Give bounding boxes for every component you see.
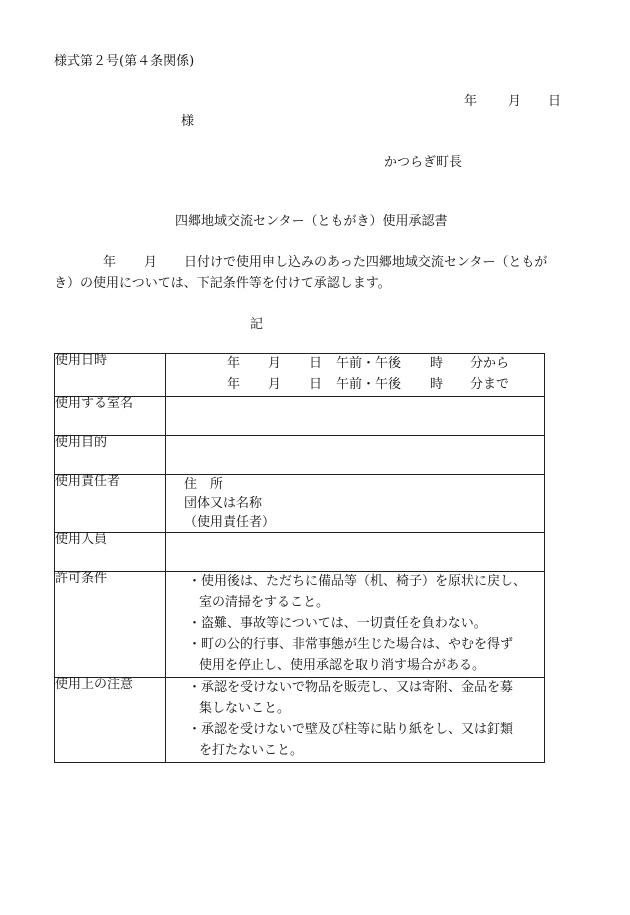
label-purpose: 使用目的 bbox=[55, 436, 166, 475]
from-minute: 分から bbox=[470, 356, 510, 371]
table-row-notes bbox=[55, 678, 545, 763]
from-month: 月 bbox=[268, 356, 282, 371]
intro-line2: き）の使用については、下記条件等を付けて承認します。 bbox=[54, 276, 391, 291]
form-number: 様式第２号(第４条関係) bbox=[54, 54, 195, 69]
from-day: 日 bbox=[309, 356, 323, 371]
to-ampm: 午前・午後 bbox=[336, 377, 402, 392]
label-responsible: 使用責任者 bbox=[55, 475, 166, 533]
purpose-cell bbox=[166, 436, 545, 475]
to-minute: 分まで bbox=[470, 377, 510, 392]
condition-line: ・使用後は、ただちに備品等（机、椅子）を原状に戻し、 bbox=[188, 574, 527, 589]
room-cell bbox=[166, 397, 545, 436]
responsible-address: 住 所 bbox=[184, 477, 224, 492]
note-line: ・承認を受けないで物品を販売し、又は寄附、金品を募 bbox=[188, 680, 514, 695]
table-row-room bbox=[55, 397, 545, 436]
label-room: 使用する室名 bbox=[55, 397, 166, 436]
notes-cell bbox=[166, 678, 545, 763]
people-cell bbox=[166, 533, 545, 572]
note-line: ・承認を受けないで壁及び柱等に貼り紙をし、又は釘類 bbox=[188, 722, 514, 737]
table-row-people bbox=[55, 533, 545, 572]
document-title: 四郷地域交流センター（ともがき）使用承認書 bbox=[175, 214, 448, 229]
condition-line: ・町の公的行事、非常事態が生じた場合は、やむを得ず bbox=[188, 637, 514, 652]
ki-heading: 記 bbox=[250, 317, 264, 332]
addressee-suffix: 様 bbox=[181, 114, 195, 129]
date-month-label: 月 bbox=[508, 94, 522, 109]
note-line: を打たないこと。 bbox=[199, 743, 304, 758]
to-hour: 時 bbox=[430, 377, 444, 392]
datetime-cell bbox=[166, 354, 545, 397]
usage-conditions-table bbox=[54, 353, 545, 763]
to-day: 日 bbox=[309, 377, 323, 392]
to-year: 年 bbox=[227, 377, 241, 392]
label-datetime: 使用日時 bbox=[55, 354, 166, 397]
issuer: かつらぎ町長 bbox=[384, 155, 463, 170]
responsible-person: （使用責任者） bbox=[184, 515, 276, 530]
condition-line: 室の清掃をすること。 bbox=[199, 595, 330, 610]
condition-line: ・盗難、事故等については、一切責任を負わない。 bbox=[188, 616, 487, 631]
label-notes: 使用上の注意 bbox=[55, 678, 166, 763]
label-conditions: 許可条件 bbox=[55, 572, 166, 678]
datetime-from-row bbox=[166, 354, 544, 375]
table-row-datetime bbox=[55, 354, 545, 397]
intro-year: 年 bbox=[103, 255, 117, 270]
intro-line1: 日付けで使用申し込みのあった四郷地域交流センター（ともが bbox=[184, 255, 548, 270]
from-year: 年 bbox=[227, 356, 241, 371]
date-year-label: 年 bbox=[464, 94, 478, 109]
responsible-organization: 団体又は名称 bbox=[184, 496, 263, 511]
intro-month: 月 bbox=[144, 255, 158, 270]
conditions-cell bbox=[166, 572, 545, 678]
from-hour: 時 bbox=[430, 356, 444, 371]
responsible-cell bbox=[166, 475, 545, 533]
to-month: 月 bbox=[268, 377, 282, 392]
table-row-purpose bbox=[55, 436, 545, 475]
date-day-label: 日 bbox=[548, 94, 562, 109]
condition-line: 使用を停止し、使用承認を取り消す場合がある。 bbox=[199, 658, 486, 673]
label-people: 使用人員 bbox=[55, 533, 166, 572]
from-ampm: 午前・午後 bbox=[336, 356, 402, 371]
table-row-conditions bbox=[55, 572, 545, 678]
note-line: 集しないこと。 bbox=[199, 701, 291, 716]
datetime-to-row bbox=[166, 375, 544, 396]
table-row-responsible bbox=[55, 475, 545, 533]
